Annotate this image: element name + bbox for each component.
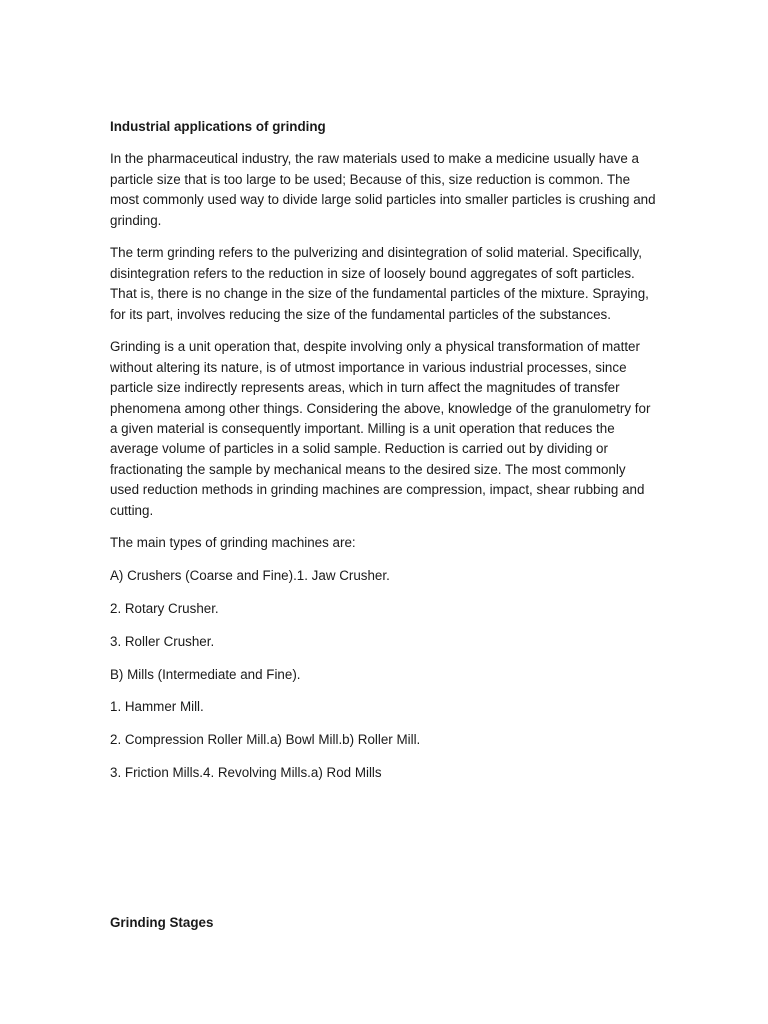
document-title: Industrial applications of grinding [110, 119, 326, 134]
paragraph-grinding-definition: The term grinding refers to the pulverizing and disintegration of solid material. Specifically, disintegration refers to the reduction in size of loosely bound aggregates of soft particles. That is, there is no change in the size of the fundamental particles of the mixture. Spraying, for its part, involves reducing the size of the fundamental particles of the substances. [110, 245, 649, 322]
list-item: 2. Rotary Crusher. [110, 601, 219, 617]
list-item: 3. Friction Mills.4. Revolving Mills.a) Rod Mills [110, 765, 382, 781]
paragraph-machine-types-intro: The main types of grinding machines are: [110, 535, 356, 551]
paragraph-intro: In the pharmaceutical industry, the raw materials used to make a medicine usually have a particle size that is too large to be used; Because of this, size reduction is common. The most commonly used way to divide large solid particles into smaller particles is crushing and grinding. [110, 151, 656, 228]
list-item: B) Mills (Intermediate and Fine). [110, 666, 301, 682]
section-heading-grinding-stages: Grinding Stages [110, 915, 214, 930]
list-item: 3. Roller Crusher. [110, 633, 215, 649]
paragraph-unit-operation: Grinding is a unit operation that, despite involving only a physical transformation of matter without altering its nature, is of utmost importance in various industrial processes, since particle size indirectly represents areas, which in turn affect the magnitudes of transfer phenomena among other things. Considering the above, knowledge of the granulometry for a given material is consequently important. Milling is a unit operation that reduces the average volume of particles in a solid sample. Reduction is carried out by dividing or fractionating the sample by mechanical means to the desired size. The most commonly used reduction methods in grinding machines are compression, impact, shear rubbing and cutting. [110, 339, 651, 518]
list-item: 2. Compression Roller Mill.a) Bowl Mill.b) Roller Mill. [110, 732, 421, 748]
list-item: A) Crushers (Coarse and Fine).1. Jaw Crusher. [110, 568, 390, 584]
list-item: 1. Hammer Mill. [110, 699, 204, 715]
document-body [110, 117, 658, 796]
